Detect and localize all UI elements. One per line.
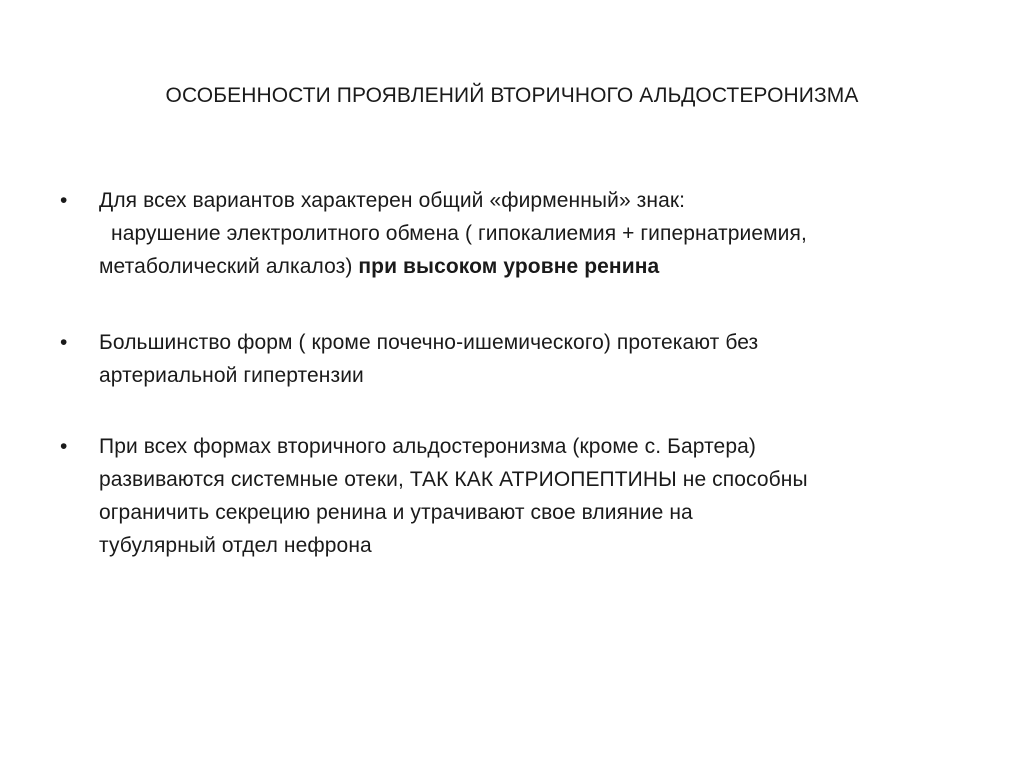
bullet-2-line-2: артериальной гипертензии	[99, 364, 364, 387]
bullet-marker: •	[60, 189, 68, 212]
bullet-3-line-3: ограничить секрецию ренина и утрачивают свое влияние на	[99, 501, 693, 524]
bullet-1-line-3-normal: метаболический алкалоз)	[99, 255, 359, 278]
slide-title: ОСОБЕННОСТИ ПРОЯВЛЕНИЙ ВТОРИЧНОГО АЛЬДОСТЕРОНИЗМА	[165, 84, 859, 107]
bullet-3-line-2: развиваются системные отеки, ТАК КАК АТРИОПЕПТИНЫ не способны	[99, 468, 808, 491]
bullet-3-line-1: При всех формах вторичного альдостеронизма (кроме с. Бартера)	[99, 435, 756, 458]
bullet-1-line-3	[99, 250, 979, 283]
bullet-1-line-2: нарушение электролитного обмена ( гипокалиемия + гипернатриемия,	[111, 222, 807, 245]
bullet-text	[99, 430, 979, 562]
bullet-text	[99, 184, 979, 283]
bullet-marker: •	[60, 435, 68, 458]
bullet-1-line-1: Для всех вариантов характерен общий «фирменный» знак:	[99, 189, 686, 212]
bullet-2-line-1: Большинство форм ( кроме почечно-ишемического) протекают без	[99, 331, 759, 354]
bullet-3-line-4: тубулярный отдел нефрона	[99, 534, 372, 557]
bullet-1-line-3-bold: при высоком уровне ренина	[358, 255, 660, 278]
bullet-text	[99, 326, 979, 392]
bullet-marker: •	[60, 331, 68, 354]
